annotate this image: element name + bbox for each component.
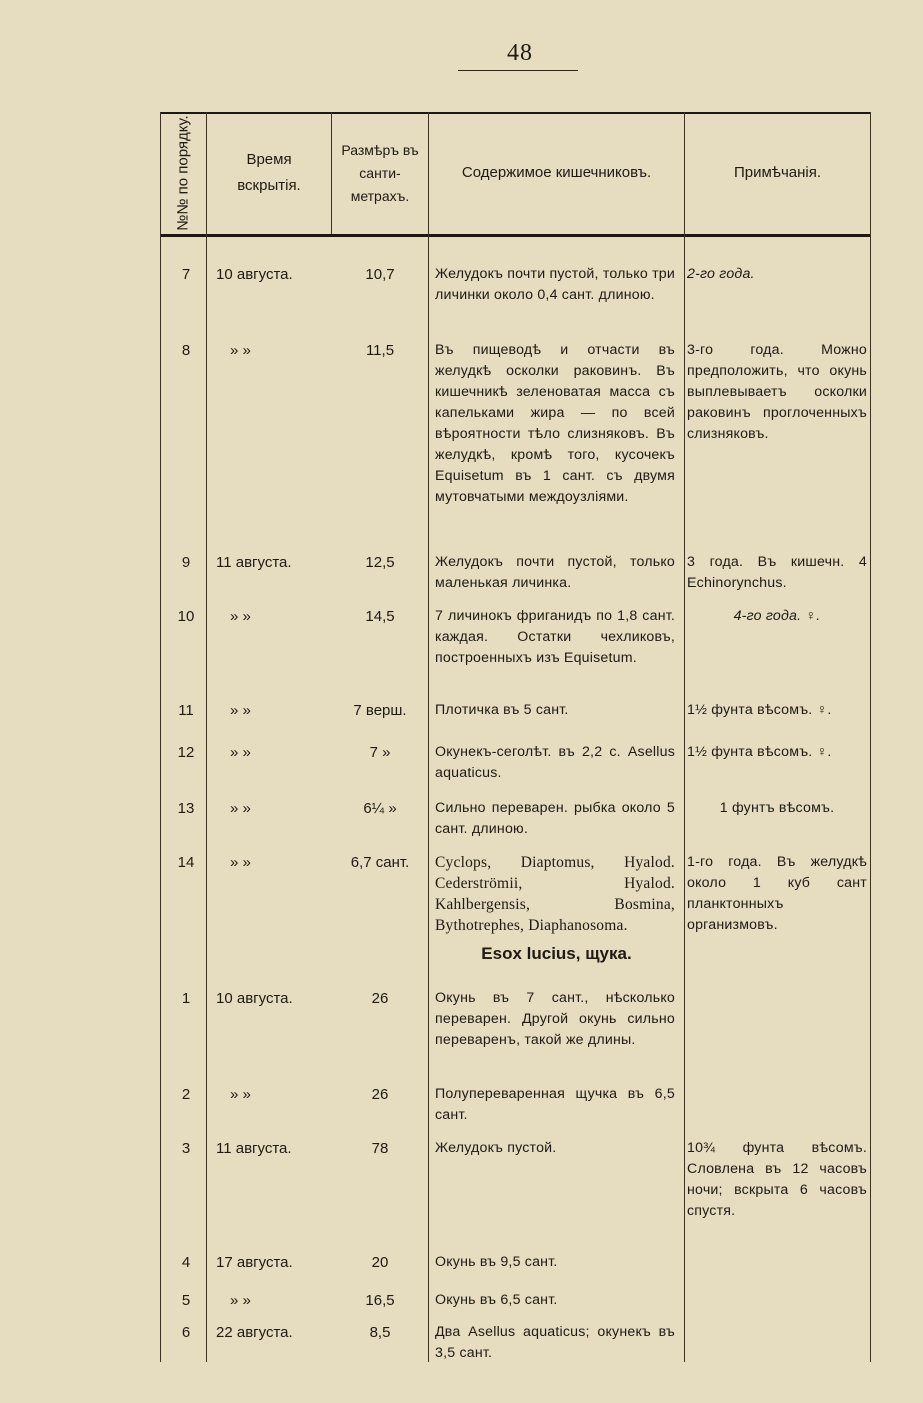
row-time: » » (230, 744, 251, 761)
row-notes: 1½ фунта вѣсомъ. ♀. (687, 702, 832, 718)
row-contents: Окунь въ 9,5 сант. (435, 1254, 558, 1270)
row-size: 10,7 (365, 266, 395, 283)
row-notes: 1½ фунта вѣсомъ. ♀. (687, 744, 832, 760)
row-size: 16,5 (365, 1292, 395, 1309)
row-number: 7 (181, 266, 191, 283)
row-notes: 2-го года. (687, 266, 755, 282)
header-time: Время вскрытія. (237, 151, 301, 194)
row-number: 4 (181, 1254, 191, 1271)
row-contents: Желудокъ почти пустой, только три личинки около 0,4 сант. длиною. (435, 266, 675, 303)
column-divider (428, 112, 429, 1362)
row-contents: Окунь въ 6,5 сант. (435, 1292, 558, 1308)
row-size: 6,7 сант. (350, 854, 410, 871)
row-number: 8 (181, 342, 191, 359)
row-time: » » (230, 702, 251, 719)
row-size: 7 верш. (353, 702, 407, 719)
row-time: 10 августа. (216, 266, 293, 283)
section-title-pike: Esox lucius, щука. (481, 944, 632, 963)
column-divider (684, 112, 685, 1362)
page-number-rule (458, 70, 578, 71)
row-contents: Окунекъ-сеголѣт. въ 2,2 с. Asellus aquaticus. (435, 744, 675, 781)
row-notes: 10¾ фунта вѣсомъ. Словлена въ 12 часовъ ночи; вскрыта 6 часовъ спустя. (687, 1140, 867, 1219)
row-time: 11 августа. (216, 1140, 292, 1157)
row-contents: Сильно переварен. рыбка около 5 сант. длиною. (435, 800, 675, 837)
row-number: 10 (177, 608, 195, 625)
header-bottom-rule (160, 234, 870, 237)
row-contents: Два Asellus aquaticus; окунекъ въ 3,5 сант. (435, 1324, 675, 1361)
row-number: 2 (181, 1086, 191, 1103)
row-notes: 3 года. Въ кишечн. 4 Echinorynchus. (687, 554, 867, 591)
row-number: 9 (181, 554, 191, 571)
row-size: 20 (371, 1254, 389, 1271)
row-size: 8,5 (369, 1324, 391, 1341)
feeding-table (160, 112, 870, 1362)
row-time: 22 августа. (216, 1324, 293, 1341)
row-time: » » (230, 800, 251, 817)
row-contents: 7 личинокъ фриганидъ по 1,8 сант. каждая. Остатки чехликовъ, построенныхъ изъ Equisetum. (435, 608, 675, 666)
row-size: 26 (371, 1086, 389, 1103)
row-time: » » (230, 342, 251, 359)
row-size: 26 (371, 990, 389, 1007)
row-number: 3 (181, 1140, 191, 1157)
row-time: 11 августа. (216, 554, 292, 571)
row-notes: 1 фунтъ вѣсомъ. (719, 800, 835, 816)
header-number: №№ по порядку. (175, 115, 192, 231)
row-time: » » (230, 1086, 251, 1103)
header-size: Размѣръ въ санти-метрахъ. (341, 141, 419, 204)
row-number: 1 (181, 990, 191, 1007)
row-number: 14 (177, 854, 195, 871)
row-contents: Полупереваренная щучка въ 6,5 сант. (435, 1086, 675, 1123)
row-number: 6 (181, 1324, 191, 1341)
row-contents: Плотичка въ 5 сант. (435, 702, 569, 718)
header-contents: Содержимое кишечниковъ. (461, 164, 652, 181)
row-number: 12 (177, 744, 195, 761)
row-contents: Въ пищеводѣ и отчасти въ желудкѣ осколки раковинъ. Въ кишечникѣ зеленоватая масса съ капельками жира — по всей вѣроятности тѣло слизняковъ. Въ желудкѣ, кромѣ того, кусочекъ Equisetum въ 1 сант. съ двумя мутовчатыми междоузліями. (435, 342, 675, 505)
header-notes: Примѣчанія. (733, 164, 822, 181)
row-contents: Окунь въ 7 сант., нѣсколько переварен. Другой окунь сильно переваренъ, такой же длины. (435, 990, 675, 1048)
row-size: 12,5 (365, 554, 395, 571)
row-notes: 3-го года. Можно предположить, что окунь выплевываетъ осколки раковинъ проглоченныхъ слизняковъ. (687, 342, 867, 442)
table-right-border (870, 112, 871, 1362)
row-size: 6¼ » (363, 800, 397, 817)
column-divider (206, 112, 207, 1362)
row-notes: 1-го года. Въ желудкѣ около 1 куб сант планктонныхъ организмовъ. (687, 854, 867, 933)
row-number: 5 (181, 1292, 191, 1309)
row-time: 10 августа. (216, 990, 293, 1007)
row-notes: 4-го года. ♀. (733, 608, 821, 624)
row-size: 14,5 (365, 608, 395, 625)
table-left-border (160, 112, 161, 1362)
row-time: » » (230, 854, 251, 871)
page-number: 48 (507, 40, 533, 66)
row-size: 7 » (369, 744, 391, 761)
row-number: 11 (178, 702, 194, 719)
row-time: » » (230, 608, 251, 625)
row-time: 17 августа. (216, 1254, 293, 1271)
row-contents: Желудокъ пустой. (435, 1140, 557, 1156)
row-size: 11,5 (365, 342, 395, 359)
row-time: » » (230, 1292, 251, 1309)
row-contents: Cyclops, Diaptomus, Hyalod. Cederströmii, Hyalod. Kahlbergensis, Bosmina, Bythotrephes, Diaphanosoma. (435, 854, 675, 934)
row-contents: Желудокъ почти пустой, только маленькая личинка. (435, 554, 675, 591)
row-size: 78 (371, 1140, 389, 1157)
row-number: 13 (177, 800, 195, 817)
